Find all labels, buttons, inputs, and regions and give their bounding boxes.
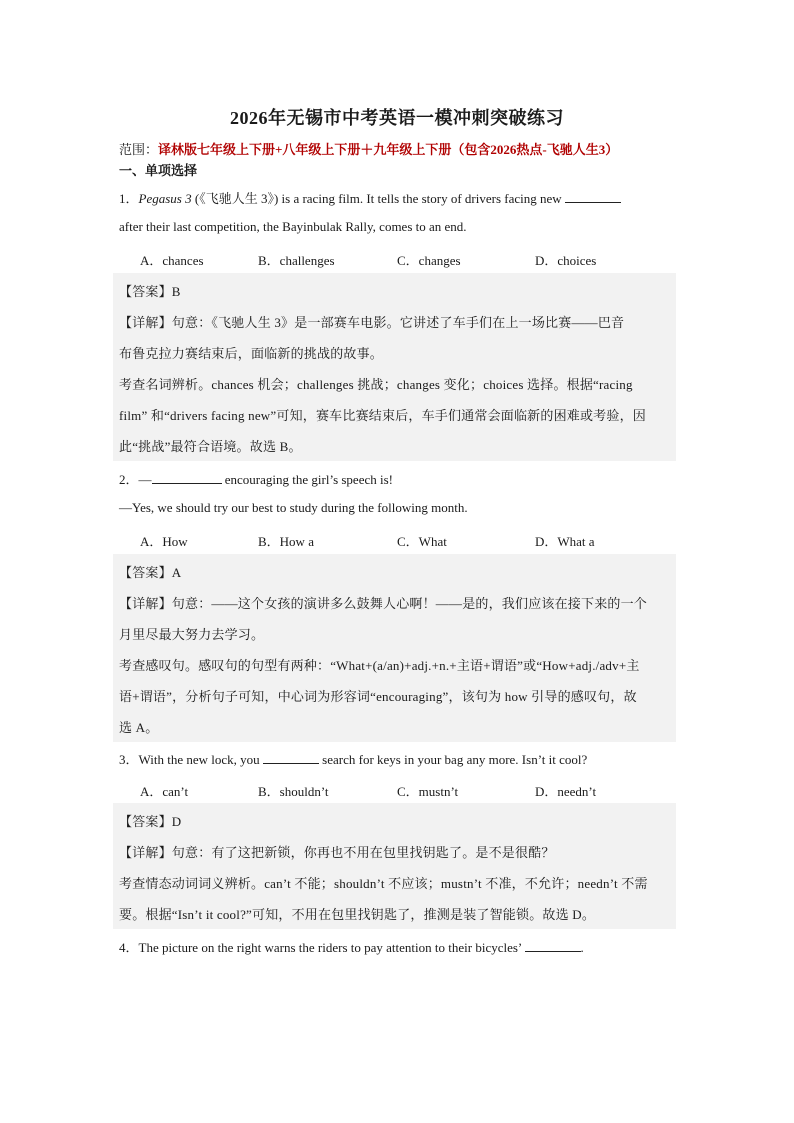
question-number: 4．	[119, 940, 139, 955]
question-number: 3．	[119, 752, 139, 767]
analysis-line-3: 选 A。	[119, 720, 159, 735]
option-b: B．shouldn’t	[258, 784, 329, 799]
question-1-line-1	[119, 188, 675, 207]
question-text-pre: The picture on the right warns the riders to pay attention to their bicycles’	[138, 940, 522, 955]
question-text: search for keys in your bag any more. Isn’t it cool?	[318, 752, 588, 767]
question-2-answer-block	[113, 554, 676, 742]
analysis-line-2: 要。根据“Isn’t it cool?”可知，不用在包里找钥匙了，推测是装了智能锁。故选 D。	[119, 907, 596, 922]
dash: —	[138, 472, 152, 487]
question-1-answer-block	[113, 273, 676, 461]
answer-blank	[525, 939, 581, 952]
question-2-line-1	[119, 469, 675, 488]
answer-line: 【答案】A	[119, 565, 182, 580]
answer-blank	[263, 751, 319, 764]
analysis-line-1: 考查情态动词词义辨析。can’t 不能；shouldn’t 不应该；mustn’t 不准，不允许；needn’t 不需	[119, 876, 648, 891]
question-number: 1．	[119, 191, 139, 206]
option-d: D．What a	[535, 534, 595, 549]
analysis-line-2: 语+谓语”，分析句子可知，中心词为形容词“encouraging”，该句为 how 引导的感叹句，故	[119, 689, 637, 704]
option-a: A．How	[140, 534, 188, 549]
scope-value: 译林版七年级上下册+八年级上下册＋九年级上下册（包含2026热点-飞驰人生3）	[158, 142, 619, 157]
scope-line	[119, 139, 618, 158]
answer-line: 【答案】D	[119, 814, 182, 829]
question-text-pre: With the new lock, you	[138, 752, 260, 767]
answer-line: 【答案】B	[119, 284, 181, 299]
option-a: A．chances	[140, 253, 204, 268]
detail-line-1: 【详解】句意：《飞驰人生 3》是一部赛车电影。它讲述了车手们在上一场比赛——巴音	[119, 315, 625, 330]
question-3-answer-block	[113, 803, 676, 929]
question-1-line-2: after their last competition, the Bayinbulak Rally, comes to an end.	[119, 219, 467, 234]
detail-line-2: 布鲁克拉力赛结束后，面临新的挑战的故事。	[119, 346, 384, 361]
question-number: 2．	[119, 472, 139, 487]
question-text: (《飞驰人生 3》) is a racing film. It tells the story of drivers facing new	[191, 191, 562, 206]
detail-line-1: 【详解】句意：有了这把新锁，你再也不用在包里找钥匙了。是不是很酷？	[119, 845, 555, 860]
scope-label: 范围：	[119, 142, 159, 157]
option-d: D．choices	[535, 253, 597, 268]
detail-line-1: 【详解】句意：——这个女孩的演讲多么鼓舞人心啊！——是的，我们应该在接下来的一个	[119, 596, 648, 611]
option-c: C．mustn’t	[397, 784, 459, 799]
analysis-line-1: 考查名词辨析。chances 机会；challenges 挑战；changes 变化；choices 选择。根据“racing	[119, 377, 633, 392]
analysis-line-3: 此“挑战”最符合语境。故选 B。	[119, 439, 302, 454]
section-heading: 一、单项选择	[119, 163, 198, 178]
question-3-line-1	[119, 749, 675, 768]
question-text: .	[580, 940, 584, 955]
option-c: C．What	[397, 534, 447, 549]
page-title: 2026年无锡市中考英语一模冲刺突破练习	[230, 108, 564, 128]
analysis-line-2: film” 和“drivers facing new”可知，赛车比赛结束后，车手们通常会面临新的困难或考验，因	[119, 408, 646, 423]
question-2-line-2: —Yes, we should try our best to study during the following month.	[119, 500, 468, 515]
option-c: C．changes	[397, 253, 461, 268]
answer-blank	[565, 190, 621, 203]
detail-line-2: 月里尽最大努力去学习。	[119, 627, 265, 642]
option-b: B．challenges	[258, 253, 335, 268]
option-d: D．needn’t	[535, 784, 597, 799]
option-a: A．can’t	[140, 784, 189, 799]
answer-blank	[152, 471, 222, 484]
analysis-line-1: 考查感叹句。感叹句的句型有两种：“What+(a/an)+adj.+n.+主语+谓语”或“How+adj./adv+主	[119, 658, 640, 673]
film-title: Pegasus 3	[138, 191, 192, 206]
question-text: encouraging the girl’s speech is!	[221, 472, 393, 487]
question-4-line-1	[119, 937, 675, 956]
option-b: B．How a	[258, 534, 314, 549]
